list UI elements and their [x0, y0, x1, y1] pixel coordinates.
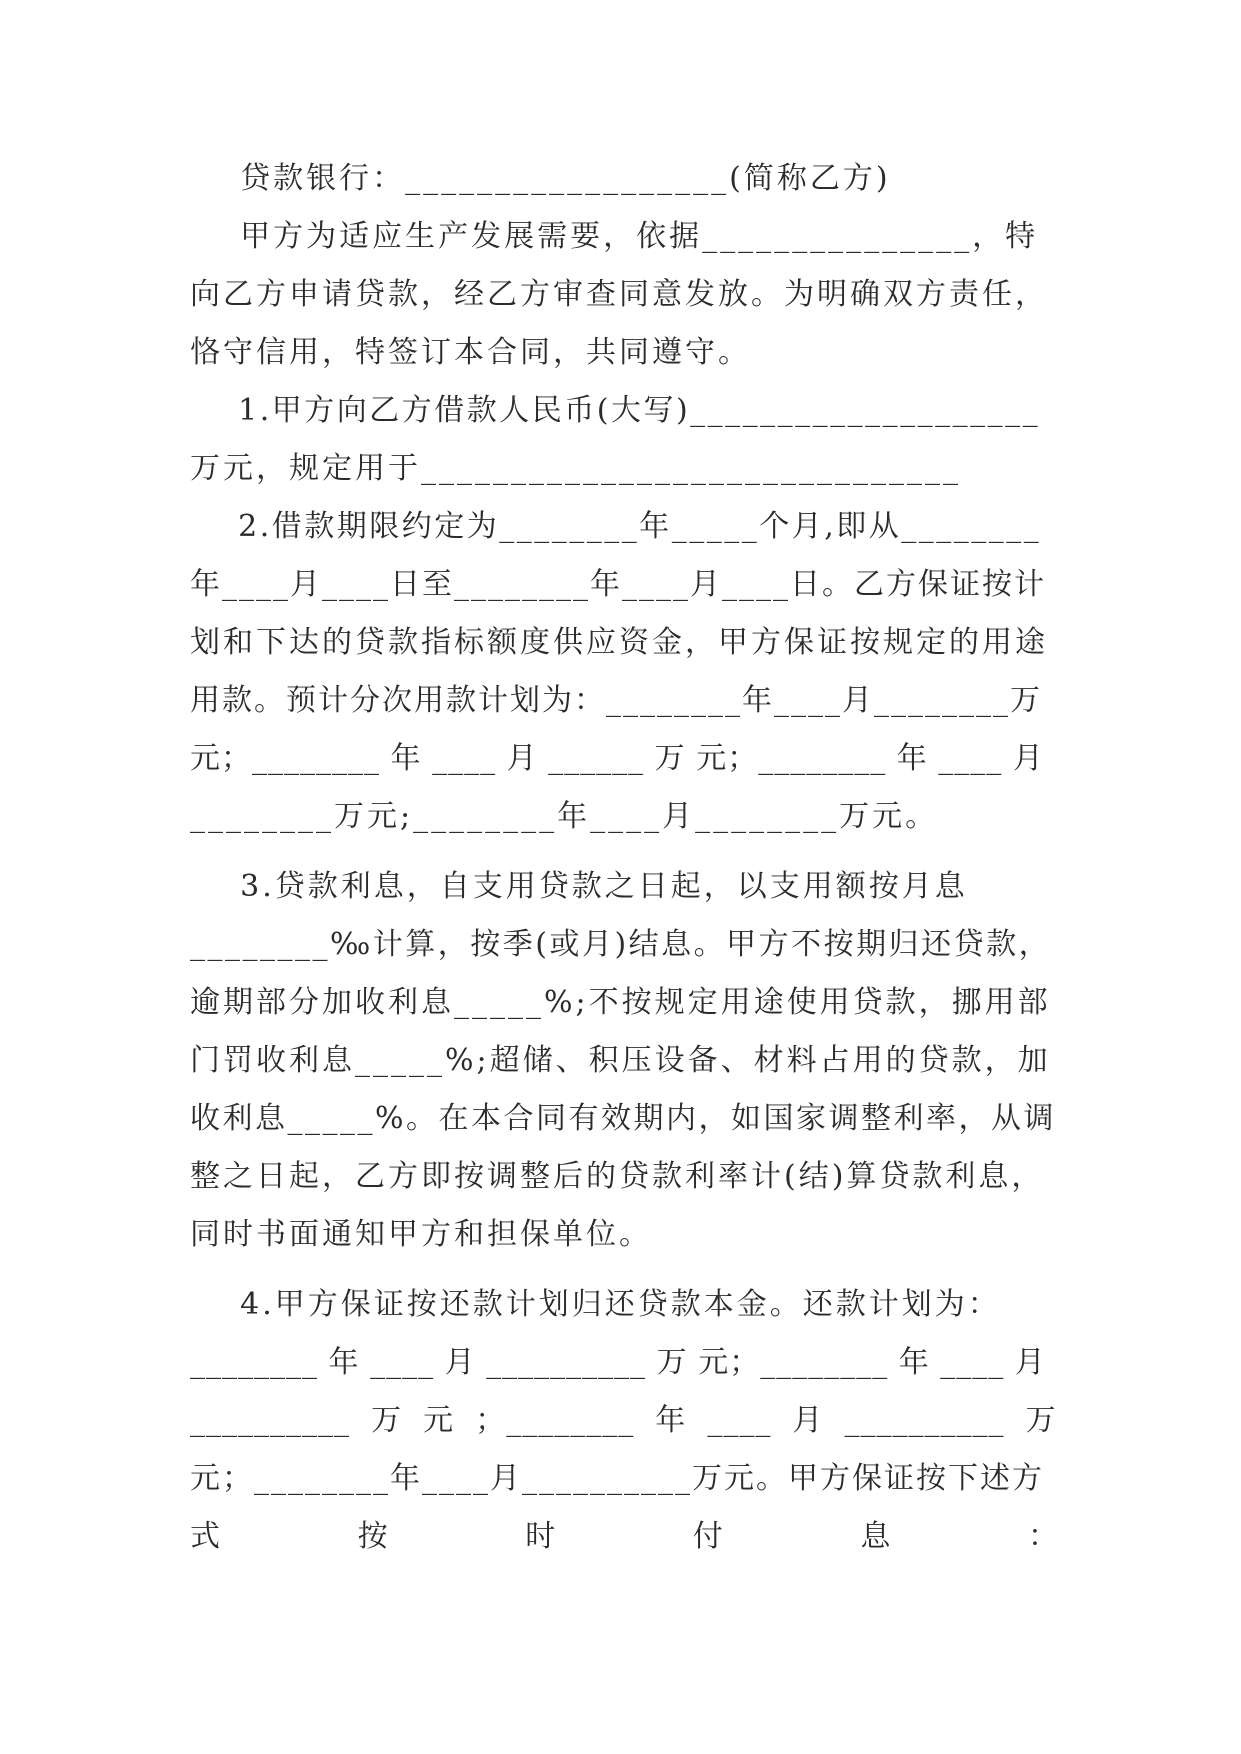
clause-4-line: 式 按 时 付 息 ：	[190, 1519, 1058, 1554]
paragraph-line: 恪守信用，特签订本合同，共同遵守。	[190, 335, 751, 370]
clause-2-line: ________万元;________年____月________万元。	[190, 799, 939, 834]
clause-3-line: 同时书面通知甲方和担保单位。	[190, 1217, 652, 1252]
paragraph-line: 甲方为适应生产发展需要，依据_______________，特	[190, 219, 1039, 254]
clause-4-line: 4.甲方保证按还款计划归还贷款本金。还款计划为：	[190, 1287, 1001, 1322]
clause-4-line: __________ 万 元 ；________ 年 ____ 月 __________ 万	[190, 1403, 1057, 1438]
bank-name-line: 贷款银行：__________________(简称乙方)	[190, 161, 891, 196]
clause-2-line: 年____月____日至________年____月____日。乙方保证按计	[190, 567, 1046, 602]
clause-4-line: 元；________年____月__________万元。甲方保证按下述方	[190, 1461, 1044, 1496]
contract-page	[190, 150, 1058, 1566]
clause-3-line: 收利息_____%。在本合同有效期内，如国家调整利率，从调	[190, 1101, 1057, 1136]
clause-2-line: 划和下达的贷款指标额度供应资金，甲方保证按规定的用途	[190, 625, 1048, 660]
clause-1-line: 万元，规定用于______________________________	[190, 451, 961, 486]
clause-3-line: 逾期部分加收利息_____%;不按规定用途使用贷款，挪用部	[190, 985, 1051, 1020]
clause-3-line: ________‰计算，按季(或月)结息。甲方不按期归还贷款，	[190, 927, 1052, 962]
clause-2-line: 2.借款期限约定为________年_____个月,即从________	[190, 509, 1042, 544]
clause-2-line: 用款。预计分次用款计划为：________年____月________万	[190, 683, 1042, 718]
clause-1-line: 1.甲方向乙方借款人民币(大写)____________________	[190, 393, 1041, 428]
clause-3-line: 3.贷款利息，自支用贷款之日起，以支用额按月息	[190, 869, 968, 904]
clause-3-line: 整之日起，乙方即按调整后的贷款利率计(结)算贷款利息，	[190, 1159, 1045, 1194]
clause-4-line: ________ 年 ____ 月 __________ 万 元；________ 年 ____ 月	[190, 1345, 1046, 1380]
paragraph-line: 向乙方申请贷款，经乙方审查同意发放。为明确双方责任，	[190, 277, 1048, 312]
clause-2-line: 元；________ 年 ____ 月 ______ 万 元；________ 年 ____ 月	[190, 741, 1044, 776]
clause-3-line: 门罚收利息_____%;超储、积压设备、材料占用的贷款，加	[190, 1043, 1051, 1078]
